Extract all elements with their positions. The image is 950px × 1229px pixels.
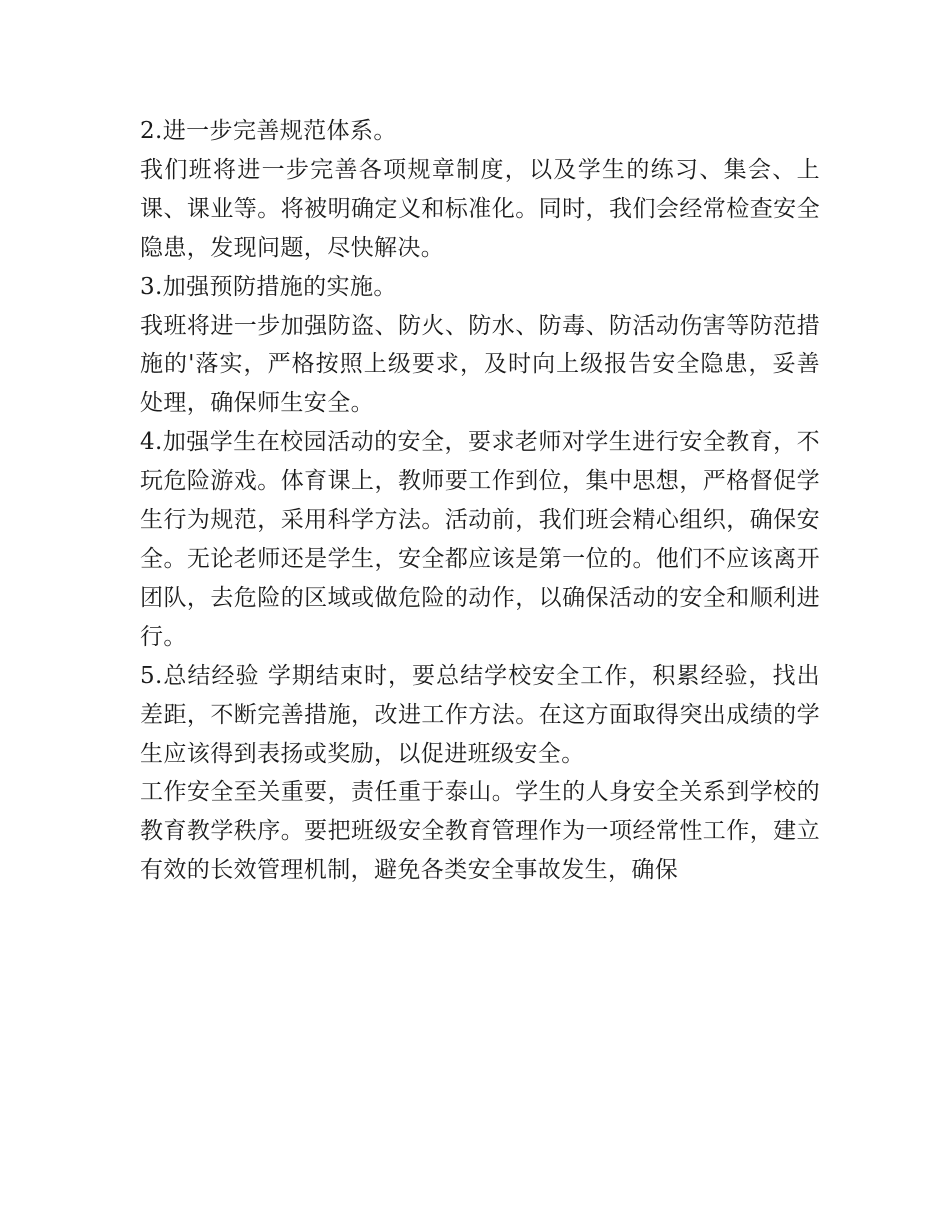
section-heading-2: 2.进一步完善规范体系。 — [140, 118, 397, 144]
paragraph-prevention: 我班将进一步加强防盗、防火、防水、防毒、防活动伤害等防范措施的'落实，严格按照上级要求，及时向上级报告安全隐患，妥善处理，确保师生安全。 — [140, 312, 820, 417]
paragraph-summary-experience: 5.总结经验 学期结束时，要总结学校安全工作，积累经验，找出差距，不断完善措施，改进工作方法。在这方面取得突出成绩的学生应该得到表扬或奖励，以促进班级安全。 — [140, 662, 820, 767]
section-heading-3: 3.加强预防措施的实施。 — [140, 273, 397, 300]
paragraph-campus-activity-safety: 4.加强学生在校园活动的安全，要求老师对学生进行安全教育，不玩危险游戏。体育课上，教师要工作到位，集中思想，严格督促学生行为规范，采用科学方法。活动前，我们班会精心组织，确保安全。无论老师还是学生，安全都应该是第一位的。他们不应该离开团队，去危险的区域或做危险的动作，以确保活动的安全和顺利进行。 — [140, 429, 820, 650]
document-body — [140, 112, 820, 890]
paragraph-conclusion: 工作安全至关重要，责任重于泰山。学生的人身安全关系到学校的教育教学秩序。要把班级安全教育管理作为一项经常性工作，建立有效的长效管理机制，避免各类安全事故发生，确保 — [140, 779, 820, 884]
paragraph-regulations: 我们班将进一步完善各项规章制度，以及学生的练习、集会、上课、课业等。将被明确定义和标准化。同时，我们会经常检查安全隐患，发现问题，尽快解决。 — [140, 156, 820, 261]
